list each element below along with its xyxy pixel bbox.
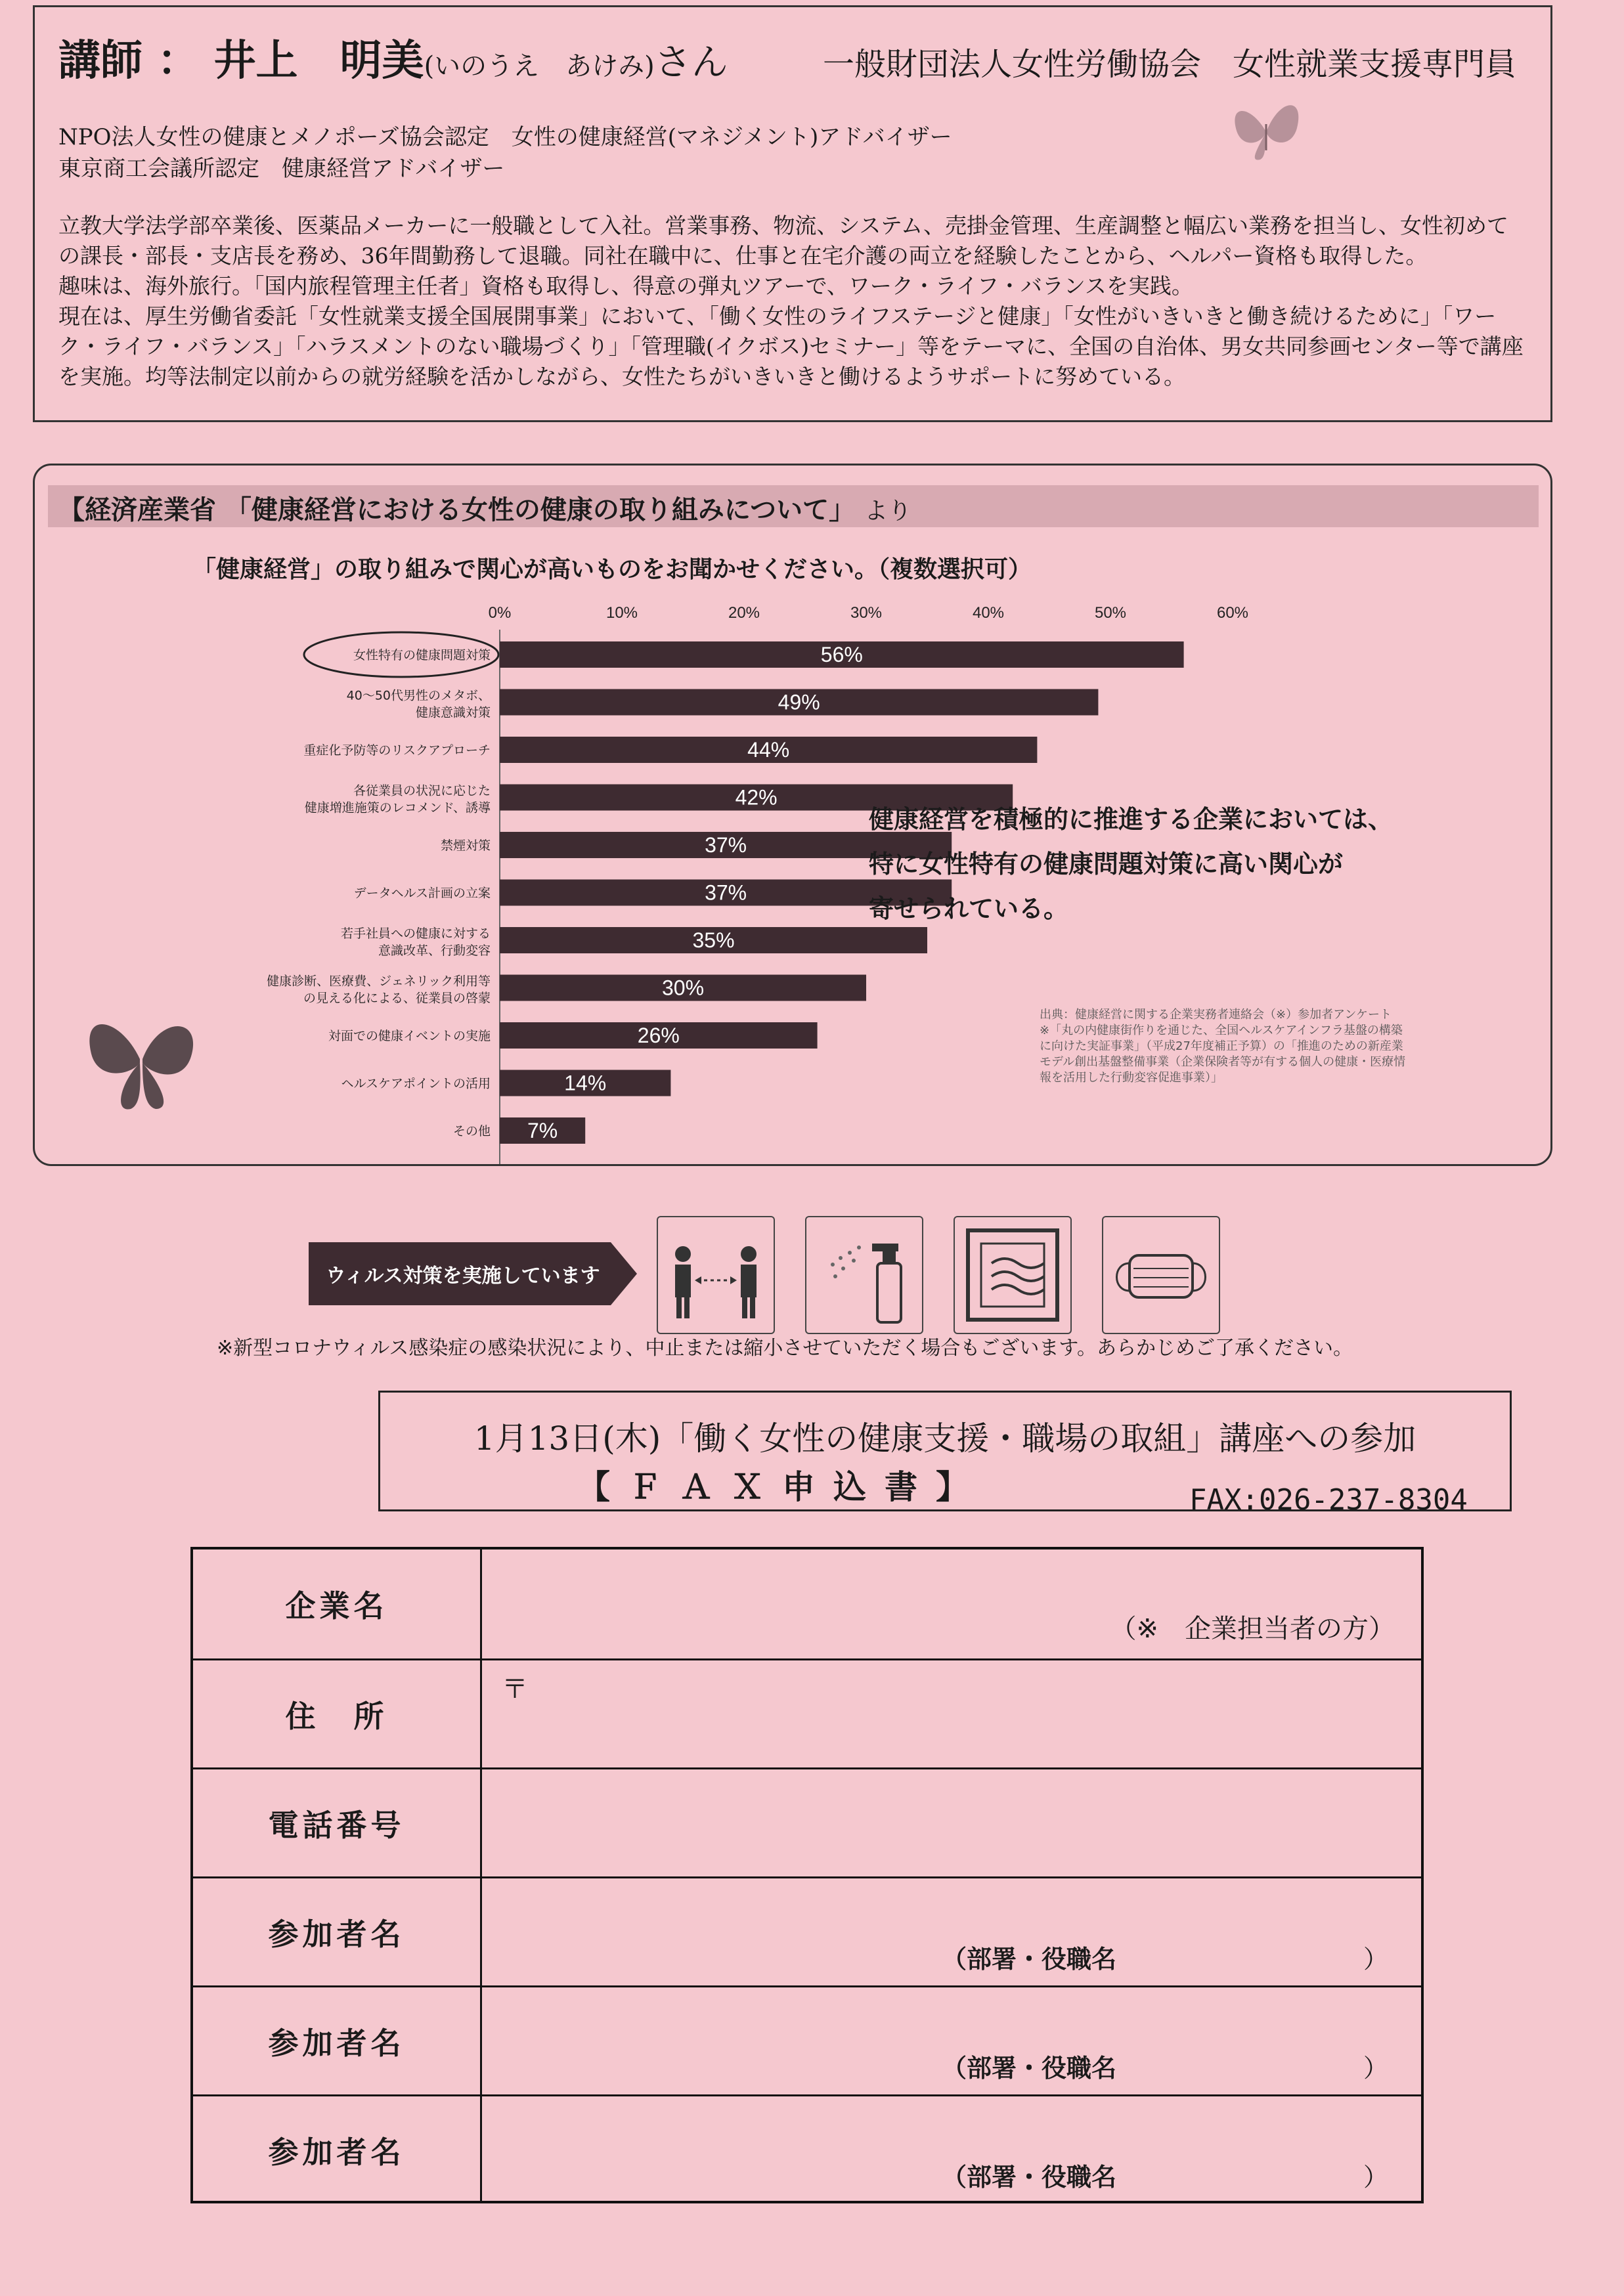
postal-mark: 〒	[502, 1674, 528, 1704]
fax-number: FAX:026-237-8304	[1189, 1483, 1468, 1517]
ventilation-icon	[954, 1216, 1072, 1334]
bar-value-label: 49%	[778, 690, 820, 714]
category-label: 女性特有の健康問題対策	[353, 648, 491, 662]
category-label: の見える化による、従業員の啓蒙	[303, 991, 491, 1006]
participant-2-label: 参加者名	[193, 1987, 482, 2094]
instructor-box	[33, 5, 1552, 422]
participant-1-dept-label: （部署・役職名	[942, 1945, 1117, 1974]
participant-2-close-paren: ）	[1363, 2054, 1388, 2083]
category-label: その他	[452, 1124, 491, 1138]
bar-value-label: 26%	[637, 1024, 680, 1047]
instructor-heading	[58, 27, 728, 87]
address-label: 住 所	[193, 1660, 482, 1767]
instructor-honorific: さん	[654, 41, 728, 84]
x-tick-label: 60%	[1216, 604, 1249, 622]
participant-3-label: 参加者名	[193, 2096, 482, 2203]
form-row-participant-1	[193, 1876, 1421, 1985]
phone-field[interactable]	[482, 1769, 1421, 1876]
participant-3-close-paren: ）	[1363, 2163, 1388, 2192]
chart-source-note: 出典：健康経営に関する企業実務者連絡会（※）参加者アンケート ※「丸の内健康街作りを通じた、全国ヘルスケアインフラ基盤の構築に向けた実証事業」（平成27年度補正予算）の「推進のための新産業モデル創出基盤整備事業（企業保険者等が有する個人の健康・医療情報を活用した行動変容促進事業）」	[1040, 1008, 1406, 1085]
fax-subtitle: 【ＦＡＸ申込書】	[577, 1467, 987, 1506]
instructor-role: 講師	[58, 36, 143, 85]
form-row-participant-2	[193, 1985, 1421, 2094]
category-label: 対面での健康イベントの実施	[328, 1029, 491, 1043]
participant-3-field[interactable]	[482, 2096, 1421, 2203]
fax-title: 1月13日(木)「働く女性の健康支援・職場の取組」講座への参加	[473, 1419, 1416, 1458]
callout-line-3: 寄せられている。	[869, 894, 1069, 923]
application-form	[190, 1547, 1424, 2203]
category-label: 健康意識対策	[415, 705, 491, 720]
category-label: 重症化予防等のリスクアプローチ	[303, 743, 491, 758]
fax-header-box	[378, 1391, 1512, 1517]
bar-value-label: 37%	[705, 880, 747, 905]
phone-label: 電話番号	[193, 1769, 482, 1876]
instructor-reading: (いのうえ あけみ)	[424, 51, 655, 81]
instructor-organization: 一般財団法人女性労働協会 女性就業支援専門員	[823, 46, 1517, 83]
company-contact-note: （※ 企業担当者の方）	[1110, 1614, 1395, 1644]
chart-callout	[869, 797, 1393, 931]
bar-value-label: 56%	[820, 643, 863, 666]
category-label: 禁煙対策	[440, 838, 491, 853]
instructor-cert-2: 東京商工会議所認定 健康経営アドバイザー	[58, 156, 505, 182]
form-row-company	[193, 1549, 1421, 1658]
butterfly-icon	[1223, 85, 1309, 170]
form-row-address	[193, 1658, 1421, 1767]
address-field[interactable]	[482, 1660, 1421, 1767]
source-title-text: 【経済産業省 「健康経営における女性の健康の取り組みについて」	[58, 495, 856, 525]
virus-measures-label: ウィルス対策を実施しています	[326, 1265, 600, 1288]
callout-line-1: 健康経営を積極的に推進する企業においては、	[869, 805, 1394, 834]
x-tick-label: 20%	[728, 604, 760, 622]
bar-value-label: 14%	[564, 1071, 607, 1095]
x-tick-label: 10%	[605, 604, 638, 622]
butterfly-icon	[74, 991, 206, 1122]
sanitizer-spray-icon	[805, 1216, 923, 1334]
category-label: ヘルスケアポイントの活用	[341, 1076, 491, 1091]
participant-2-field[interactable]	[482, 1987, 1421, 2094]
bar-value-label: 35%	[692, 928, 735, 952]
instructor-name: 井上 明美	[213, 36, 424, 85]
category-label: 意識改革、行動変容	[378, 943, 491, 958]
participant-1-field[interactable]	[482, 1878, 1421, 1985]
form-row-phone	[193, 1767, 1421, 1876]
bio-paragraph-2: 趣味は、海外旅行。「国内旅程管理主任者」資格も取得し、得意の弾丸ツアーで、ワーク・ライフ・バランスを実践。	[58, 273, 1193, 299]
chart-question: 「健康経営」の取り組みで関心が高いものをお聞かせください。（複数選択可）	[192, 556, 1032, 583]
bar-value-label: 37%	[705, 833, 747, 857]
instructor-colon: ：	[157, 36, 200, 85]
category-label: 40～50代男性のメタボ、	[346, 688, 491, 703]
x-tick-label: 0%	[488, 604, 512, 622]
category-label: 若手社員への健康に対する	[340, 926, 491, 941]
x-tick-label: 40%	[972, 604, 1005, 622]
participant-1-label: 参加者名	[193, 1878, 482, 1985]
participant-2-dept-label: （部署・役職名	[942, 2054, 1117, 2083]
bio-paragraph-1: 立教大学法学部卒業後、医薬品メーカーに一般職として入社。営業事務、物流、システム、売掛金管理、生産調整と幅広い業務を担当し、女性初めての課長・部長・支店長を務め、36年間勤務して退職。同社在職中に、仕事と在宅介護の両立を経験したことから、ヘルパー資格も取得した。	[58, 213, 1509, 269]
bio-paragraph-3: 現在は、厚生労働省委託「女性就業支援全国展開事業」において、「働く女性のライフステージと健康」「女性がいきいきと働き続けるために」「ワーク・ライフ・バランス」「ハラスメントのない職場づくり」「管理職(イクボス)セミナー」等をテーマに、全国の自治体、男女共同参画センター等で講座を実施。均等法制定以前からの就労経験を活かしながら、女性たちがいきいきと働けるようサポートに努めている。	[58, 303, 1524, 389]
participant-3-dept-label: （部署・役職名	[942, 2163, 1117, 2192]
chart-box	[33, 464, 1552, 1166]
participant-1-close-paren: ）	[1363, 1945, 1388, 1974]
source-title-suffix: より	[864, 498, 912, 525]
bar-value-label: 42%	[735, 785, 778, 810]
category-label: 健康増進施策のレコメンド、誘導	[304, 800, 491, 815]
form-row-participant-3	[193, 2094, 1421, 2203]
company-label: 企業名	[193, 1549, 482, 1658]
category-label: 健康診断、医療費、ジェネリック利用等	[267, 974, 491, 989]
social-distance-icon	[657, 1216, 775, 1334]
instructor-bio	[58, 211, 1529, 392]
instructor-cert-1: NPO法人女性の健康とメノポーズ協会認定 女性の健康経営(マネジメント)アドバイザー	[58, 124, 952, 150]
callout-line-2: 特に女性特有の健康問題対策に高い関心が	[869, 850, 1344, 878]
category-label: データヘルス計画の立案	[353, 886, 491, 901]
x-tick-label: 30%	[850, 604, 883, 622]
covid-notice: ※新型コロナウィルス感染症の感染状況により、中止または縮小させていただく場合もございます。あらかじめご了承ください。	[217, 1337, 1353, 1360]
x-tick-label: 50%	[1094, 604, 1127, 622]
category-label: 各従業員の状況に応じた	[353, 783, 491, 798]
bar-value-label: 44%	[747, 738, 790, 762]
company-field[interactable]	[482, 1549, 1421, 1658]
mask-icon	[1102, 1216, 1220, 1334]
bar-value-label: 7%	[527, 1119, 558, 1142]
bar-value-label: 30%	[661, 976, 705, 1000]
